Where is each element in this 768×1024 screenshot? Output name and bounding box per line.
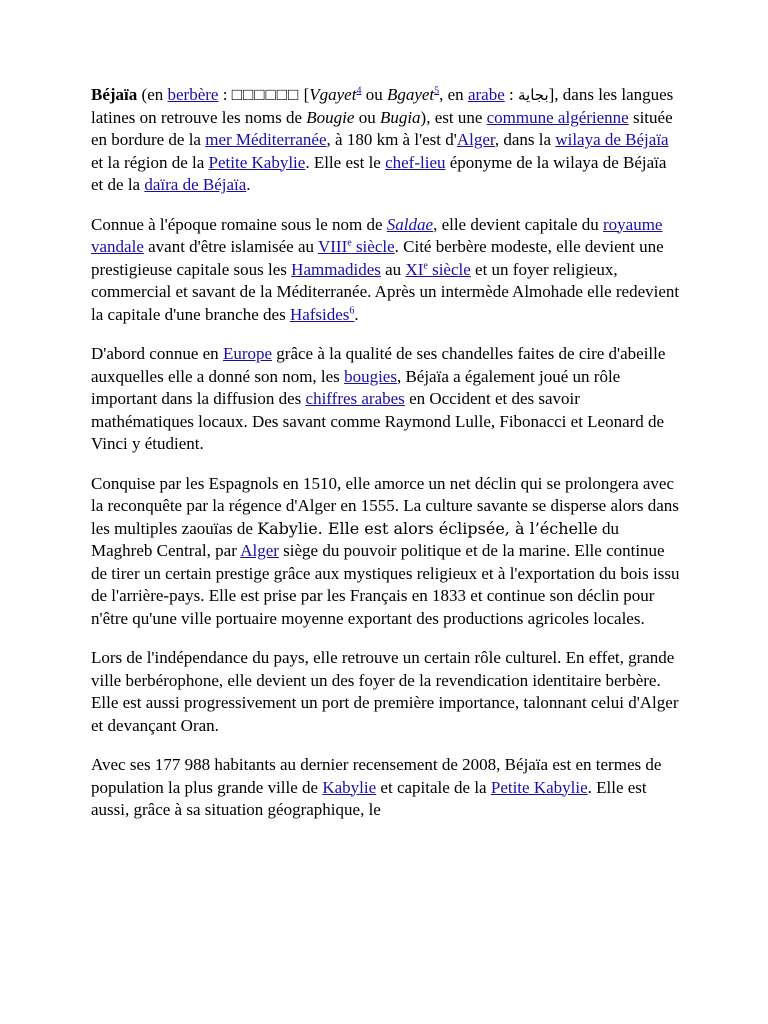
- link-saldae[interactable]: Saldae: [386, 214, 434, 234]
- arabic-name: بجاية: [517, 86, 549, 104]
- link-hafsides[interactable]: Hafsides$^6$: [289, 304, 355, 324]
- link-mer-mediterranee[interactable]: mer Méditerranée: [205, 130, 327, 149]
- paragraph-population: Avec ses 177 988 habitants au dernier recensement de 2008, Béjaïa est en termes de population la plus grande ville de Kabylie et capitale de la Petite Kabylie. Elle est aussi, grâce à sa situation géographique, le: [91, 755, 662, 819]
- link-alger-2[interactable]: Alger: [240, 541, 279, 560]
- link-daira-de-bejaia[interactable]: daïra de Béjaïa: [144, 175, 247, 194]
- link-europe[interactable]: Europe: [222, 344, 273, 363]
- paragraph-europe: D'abord connue en Europe grâce à la qualité de ses chandelles faites de cire d'abeille auxquelles elle a donné son nom, les bougies, Béjaïa a également joué un rôle important dans la diffusion des chiffres arabes en Occident et des savoir mathématiques locaux. Des savant comme Raymond Lulle, Fibonacci et Leonard de Vinci y étudient.: [91, 344, 666, 453]
- link-petite-kabylie[interactable]: Petite Kabylie: [208, 152, 306, 172]
- paragraph-conquest: Conquise par les Espagnols en 1510, elle amorce un net déclin qui se prolongera avec la reconquête par la régence d'Alger en 1555. La culture savante se disperse alors dans les multiples zaouïas de Kabylie. Elle est alors éclipsée, à l’échelle du Maghreb Central, par Alger siège du pouvoir politique et de la marine. Elle continue de tirer un certain prestige grâce aux mystiques religieux et à l'exportation du bois issu de l'arrière-pays. Elle est prise par les Français en 1833 et continue son déclin pour n'être qu'une ville portuaire moyenne exportant des productions agricoles locales.: [91, 473, 680, 628]
- paragraph-history: Connue à l'époque romaine sous le nom de Saldae, elle devient capitale du royaume vandale avant d'être islamisée au VIIIe siècle. Cité berbère modeste, elle devient une prestigieuse capitale sous les Hammadides au XIe siècle et un foyer religieux, commercial et savant de la Méditerranée. Après un intermède Almohade elle redevient la capitale d'une branche des Hafsides$^6$.: [91, 214, 680, 324]
- link-berbere[interactable]: berbère: [167, 85, 219, 104]
- link-kabylie[interactable]: Kabylie: [322, 777, 377, 797]
- link-bougies[interactable]: bougies: [344, 366, 397, 386]
- paragraph-independence: Lors de l'indépendance du pays, elle retrouve un certain rôle culturel. En effet, grande ville berbérophone, elle devient un des foyer de la revendication identitaire berbère. Elle est aussi progressivement un port de première importance, talonnant celui d'Alger et devançant Oran.: [91, 648, 679, 735]
- footnote-5[interactable]: 5: [434, 85, 440, 97]
- link-wilaya-de-bejaia[interactable]: wilaya de Béjaïa: [555, 130, 669, 149]
- missing-glyphs: □□□□□□: [231, 85, 300, 104]
- article-title: Béjaïa: [91, 85, 138, 104]
- footnote-4[interactable]: 4: [356, 85, 362, 97]
- link-royaume-vandale[interactable]: royaume vandale: [91, 214, 663, 256]
- link-xi-siecle[interactable]: XIe siècle: [405, 259, 471, 279]
- link-arabe[interactable]: arabe: [467, 85, 505, 104]
- link-hammadides[interactable]: Hammadides: [291, 259, 381, 279]
- link-chiffres-arabes[interactable]: chiffres arabes: [305, 389, 405, 408]
- link-commune-algerienne[interactable]: commune algérienne: [486, 107, 629, 127]
- link-alger[interactable]: Alger: [456, 130, 495, 149]
- paragraph-intro: Béjaïa (en berbère : □□□□□□ [Vgayet$^4$ ou Bgayet$^5$, en arabe : بجاية], dans les langues latines on retrouve les noms de Bougie ou Bugia), est une commune algérienne située en bordure de la mer Méditerranée, à 180 km à l'est d'Alger, dans la wilaya de Béjaïa et la région de la Petite Kabylie. Elle est le chef-lieu éponyme de la wilaya de Béjaïa et de la daïra de Béjaïa.: [91, 85, 674, 194]
- article-body: [91, 84, 681, 839]
- link-petite-kabylie-2[interactable]: Petite Kabylie: [490, 777, 588, 797]
- link-chef-lieu[interactable]: chef-lieu: [385, 152, 446, 172]
- link-viii-siecle[interactable]: VIIIe siècle: [317, 237, 395, 256]
